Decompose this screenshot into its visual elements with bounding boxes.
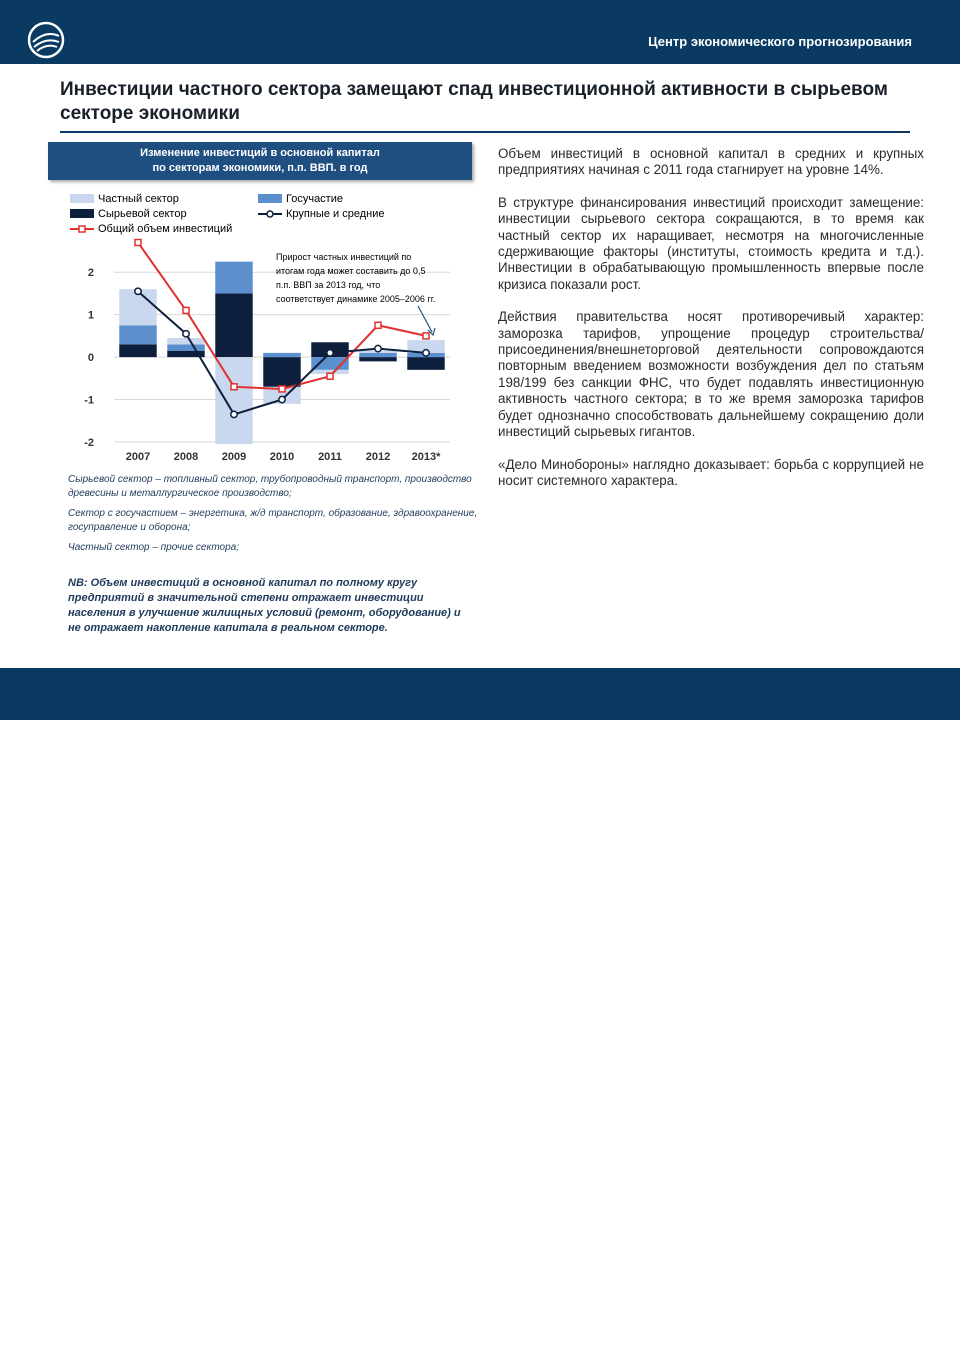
- x-tick-label: 2008: [173, 451, 199, 463]
- line-point: [279, 386, 285, 392]
- line-point: [375, 322, 381, 328]
- line-point: [183, 331, 189, 337]
- commentary-text: [498, 146, 924, 505]
- legend-swatch-state: [258, 194, 282, 203]
- header-organization-name: Центр экономического прогнозирования: [648, 34, 912, 49]
- chart-annotation: [276, 252, 435, 335]
- line-point: [183, 307, 189, 313]
- annotation-arrow: [418, 306, 432, 332]
- legend-label-total: Общий объем инвестиций: [98, 223, 233, 235]
- page-number: 11: [923, 1354, 936, 1368]
- y-tick-label: 2: [87, 267, 94, 280]
- legend-label-state: Госучастие: [286, 193, 343, 205]
- bar-segment: [119, 325, 156, 344]
- watermark: MyShared: [809, 1326, 934, 1356]
- legend-swatch-raw: [70, 209, 94, 218]
- line-point: [423, 333, 429, 339]
- source-note: Источник: Банк России, Росстат, расчеты Газпромбанка: [60, 1354, 370, 1368]
- chart-legend: [70, 193, 384, 235]
- y-tick-label: -1: [84, 394, 94, 407]
- top-bar: [0, 0, 960, 64]
- x-tick-label: 2010: [269, 451, 295, 463]
- y-tick-label: -2: [84, 437, 94, 449]
- annotation-line2: итогам года может составить до 0,5: [276, 266, 426, 276]
- slide-title: Инвестиции частного сектора замещают спад инвестиционной активности в сырьевом секторе экономики: [60, 79, 888, 124]
- line-point: [327, 350, 333, 356]
- commentary-paragraph-1: Объем инвестиций в основной капитал в средних и крупных предприятиях начиная с 2011 года стагнирует на уровне 14%.: [498, 146, 924, 178]
- nb-note: NB: Объем инвестиций в основной капитал по полному кругу предприятий в значительной степени отражает инвестиции населения в улучшение жилищных условий (ремонт, оборудование) и не отражает накопление капитала в реальном секторе.: [68, 577, 461, 634]
- line-point: [423, 350, 429, 356]
- chart-header-line2: по секторам экономики, п.п. ВВП. в год: [152, 162, 368, 174]
- commentary-paragraph-4: «Дело Минобороны» наглядно доказывает: борьба с коррупцией не носит системного характера.: [498, 456, 924, 488]
- note-private-sector: Частный сектор – прочие сектора;: [68, 542, 240, 553]
- chart-header-line1: Изменение инвестиций в основной капитал: [140, 147, 380, 159]
- commentary-paragraph-2: В структуре финансирования инвестиций происходит замещение: инвестиции сырьевого сектора сокращаются, в то время как частный сектор их наращивает, несмотря на многочисленные сдерживающие факторы (институты, стоимость кредита и т.д.). Инвестиции в обрабатывающую промышленность впервые после кризиса показали рост.: [498, 194, 924, 292]
- bar-segment: [263, 353, 300, 357]
- bar-segment: [215, 293, 252, 357]
- company-logo-icon: [26, 20, 66, 60]
- investment-chart: [50, 186, 480, 472]
- line-point: [135, 288, 141, 294]
- commentary-paragraph-3: Действия правительства носят противоречивый характер: заморозка тарифов, упрощение процедур строительства/присоединения/внешнеторговой деятельности сопровождаются повторным введением возможности возбуждения дел по статьям 198/199 без санкции ФНС, что будет подавлять инвестиционную активность частного сектора; в то же время заморозка тарифов будет однозначно способствовать дальнейшему сокращению доли инвестиций сырьевых гигантов.: [498, 309, 924, 440]
- chart-notes: [68, 473, 488, 561]
- x-tick-label: 2009: [221, 451, 247, 463]
- annotation-line1: Прирост частных инвестиций по: [276, 252, 412, 262]
- x-tick-label: 2013*: [411, 451, 441, 463]
- legend-swatch-private: [70, 194, 94, 203]
- bar-segment: [167, 338, 204, 344]
- legend-label-large: Крупные и средние: [286, 208, 385, 220]
- line-point: [375, 345, 381, 351]
- line-point: [327, 373, 333, 379]
- line-point: [231, 411, 237, 417]
- y-tick-label: 0: [87, 352, 94, 365]
- x-tick-label: 2012: [365, 451, 391, 463]
- line-point: [135, 240, 141, 246]
- title-divider: [60, 131, 910, 133]
- bottom-bar: [0, 668, 960, 1368]
- x-tick-label: 2007: [125, 451, 151, 463]
- legend-marker-large: [267, 211, 273, 217]
- legend-marker-total: [79, 226, 85, 232]
- bar-segment: [359, 357, 396, 361]
- note-raw-sector: Сырьевой сектор – топливный сектор, трубопроводный транспорт, производство древесины и металлургическое производство;: [68, 474, 472, 499]
- annotation-line3: п.п. ВВП за 2013 год, что: [276, 280, 381, 290]
- chart-header: [48, 142, 472, 180]
- legend-label-private: Частный сектор: [98, 193, 179, 205]
- bar-segment: [407, 357, 444, 370]
- bar-segment: [263, 357, 300, 387]
- line-point: [279, 396, 285, 402]
- line-point: [231, 384, 237, 390]
- bar-segment: [119, 344, 156, 357]
- legend-label-raw: Сырьевой сектор: [98, 208, 187, 220]
- note-state-sector: Сектор с госучастием – энергетика, ж/д транспорт, образование, здравоохранение, госуправление и оборона;: [68, 508, 478, 533]
- bar-segment: [215, 357, 252, 444]
- bar-segment: [359, 353, 396, 357]
- x-tick-label: 2011: [318, 451, 342, 463]
- bar-segment: [167, 344, 204, 350]
- annotation-line4: соответствует динамике 2005–2006 гг.: [276, 294, 436, 304]
- y-tick-label: 1: [87, 309, 94, 322]
- bar-segment: [215, 262, 252, 294]
